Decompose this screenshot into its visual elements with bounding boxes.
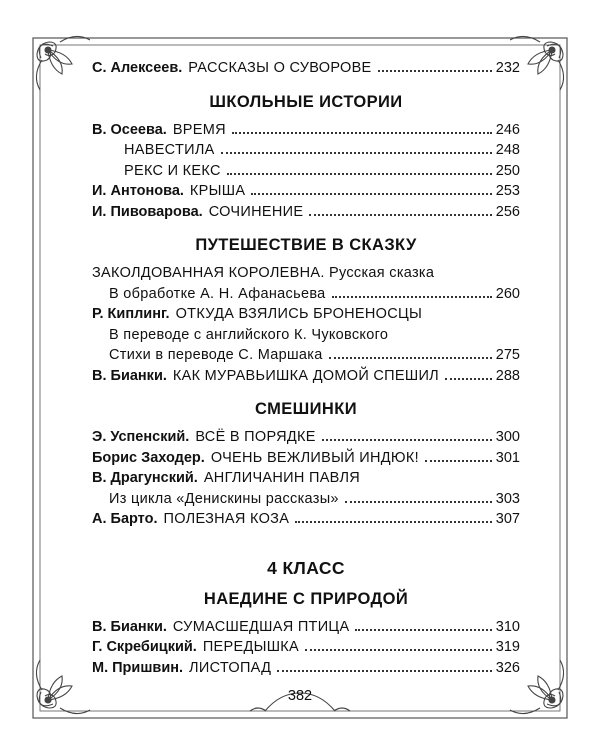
toc-entry[interactable] <box>92 468 520 489</box>
entry-author: И. Антонова. <box>92 183 184 199</box>
entry-page: 300 <box>495 429 520 445</box>
page-number: 382 <box>287 688 313 704</box>
toc-entry[interactable] <box>92 120 520 141</box>
entry-title: КРЫША <box>189 183 246 199</box>
section-heading: СМЕШИНКИ <box>255 400 357 418</box>
dot-leader <box>227 173 492 175</box>
entry-page: 246 <box>495 121 520 138</box>
dot-leader <box>251 193 491 195</box>
entry-page: 326 <box>495 659 520 676</box>
dot-leader <box>232 132 492 134</box>
dot-leader <box>355 629 491 631</box>
entry-title: НАВЕСТИЛА <box>124 142 215 158</box>
entry-title: СОЧИНЕНИЕ <box>208 203 304 220</box>
entry-author: В. Бианки. <box>92 618 167 635</box>
section-heading: ПУТЕШЕСТВИЕ В СКАЗКУ <box>195 236 417 254</box>
dot-leader <box>277 670 492 672</box>
toc-entry[interactable] <box>92 284 520 305</box>
toc-entry[interactable] <box>92 448 520 469</box>
entry-author: А. Барто. <box>92 511 158 527</box>
toc-entry[interactable] <box>92 161 520 182</box>
toc-entry[interactable] <box>92 325 520 346</box>
entry-author: В. Бианки. <box>92 367 167 384</box>
dot-leader <box>305 649 492 651</box>
toc-entry[interactable] <box>92 366 520 387</box>
dot-leader <box>329 357 492 359</box>
entry-page: 301 <box>495 449 520 466</box>
dot-leader <box>295 521 492 523</box>
entry-title: ОТКУДА ВЗЯЛИСЬ БРОНЕНОСЦЫ <box>175 306 423 322</box>
dot-leader <box>345 501 492 503</box>
dot-leader <box>322 439 492 441</box>
toc-entry[interactable] <box>92 637 520 658</box>
toc-entry[interactable] <box>92 617 520 638</box>
entry-author: М. Пришвин. <box>92 659 184 676</box>
entry-page: 253 <box>495 183 520 199</box>
entry-title: Из цикла «Денискины рассказы» <box>109 490 339 507</box>
entry-title: Стихи в переводе С. Маршака <box>109 347 323 363</box>
entry-title: ВРЕМЯ <box>172 121 226 138</box>
entry-author: С. Алексеев. <box>92 60 183 76</box>
entry-title: РЕКС И КЕКС <box>124 162 221 179</box>
entry-page: 310 <box>495 618 520 635</box>
entry-author: В. Осеева. <box>92 121 167 138</box>
table-of-contents <box>92 58 520 678</box>
entry-page: 307 <box>495 511 520 527</box>
entry-author: Борис Заходер. <box>92 449 205 466</box>
toc-entry[interactable] <box>92 140 520 161</box>
toc-entry[interactable] <box>92 345 520 366</box>
toc-entry[interactable] <box>92 427 520 448</box>
toc-entry[interactable] <box>92 181 520 202</box>
dot-leader <box>332 296 492 298</box>
entry-author: Э. Успенский. <box>92 429 190 445</box>
toc-entry[interactable] <box>92 658 520 679</box>
entry-title: КАК МУРАВЬИШКА ДОМОЙ СПЕШИЛ <box>172 367 439 384</box>
entry-title: РАССКАЗЫ О СУВОРОВЕ <box>188 60 372 76</box>
entry-page: 250 <box>495 162 520 179</box>
entry-title: В переводе с английского К. Чуковского <box>109 326 389 343</box>
section-heading: ШКОЛЬНЫЕ ИСТОРИИ <box>209 92 403 111</box>
entry-title: ВСЁ В ПОРЯДКЕ <box>195 429 316 445</box>
entry-page: 256 <box>495 203 520 220</box>
toc-entry[interactable] <box>92 489 520 510</box>
entry-page: 275 <box>495 347 520 363</box>
entry-title: ПЕРЕДЫШКА <box>202 639 300 655</box>
entry-page: 303 <box>495 490 520 507</box>
dot-leader <box>425 460 492 462</box>
toc-entry[interactable] <box>92 509 520 530</box>
dot-leader <box>378 70 492 72</box>
entry-page: 260 <box>495 285 520 302</box>
entry-author: В. Драгунский. <box>92 470 198 486</box>
entry-title: В обработке А. Н. Афанасьева <box>109 285 326 302</box>
toc-entry[interactable] <box>92 58 520 79</box>
grade-heading: 4 КЛАСС <box>267 557 345 578</box>
entry-title: ОЧЕНЬ ВЕЖЛИВЫЙ ИНДЮК! <box>210 449 419 466</box>
entry-author: И. Пивоварова. <box>92 203 203 220</box>
entry-title: АНГЛИЧАНИН ПАВЛЯ <box>203 470 361 486</box>
section-heading: НАЕДИНЕ С ПРИРОДОЙ <box>203 589 409 608</box>
entry-page: 288 <box>495 367 520 384</box>
entry-page: 232 <box>495 60 520 76</box>
entry-page: 248 <box>495 142 520 158</box>
entry-title: ПОЛЕЗНАЯ КОЗА <box>163 511 290 527</box>
toc-entry[interactable] <box>92 202 520 223</box>
entry-page: 319 <box>495 639 520 655</box>
entry-title: ЗАКОЛДОВАННАЯ КОРОЛЕВНА. Русская сказка <box>92 265 435 281</box>
entry-title: ЛИСТОПАД <box>189 659 272 676</box>
entry-title: СУМАСШЕДШАЯ ПТИЦА <box>172 618 350 635</box>
dot-leader <box>445 378 492 380</box>
dot-leader <box>309 214 491 216</box>
toc-entry[interactable] <box>92 263 520 284</box>
entry-author: Р. Киплинг. <box>92 306 170 322</box>
toc-entry[interactable] <box>92 304 520 325</box>
entry-author: Г. Скребицкий. <box>92 639 197 655</box>
dot-leader <box>221 152 492 154</box>
